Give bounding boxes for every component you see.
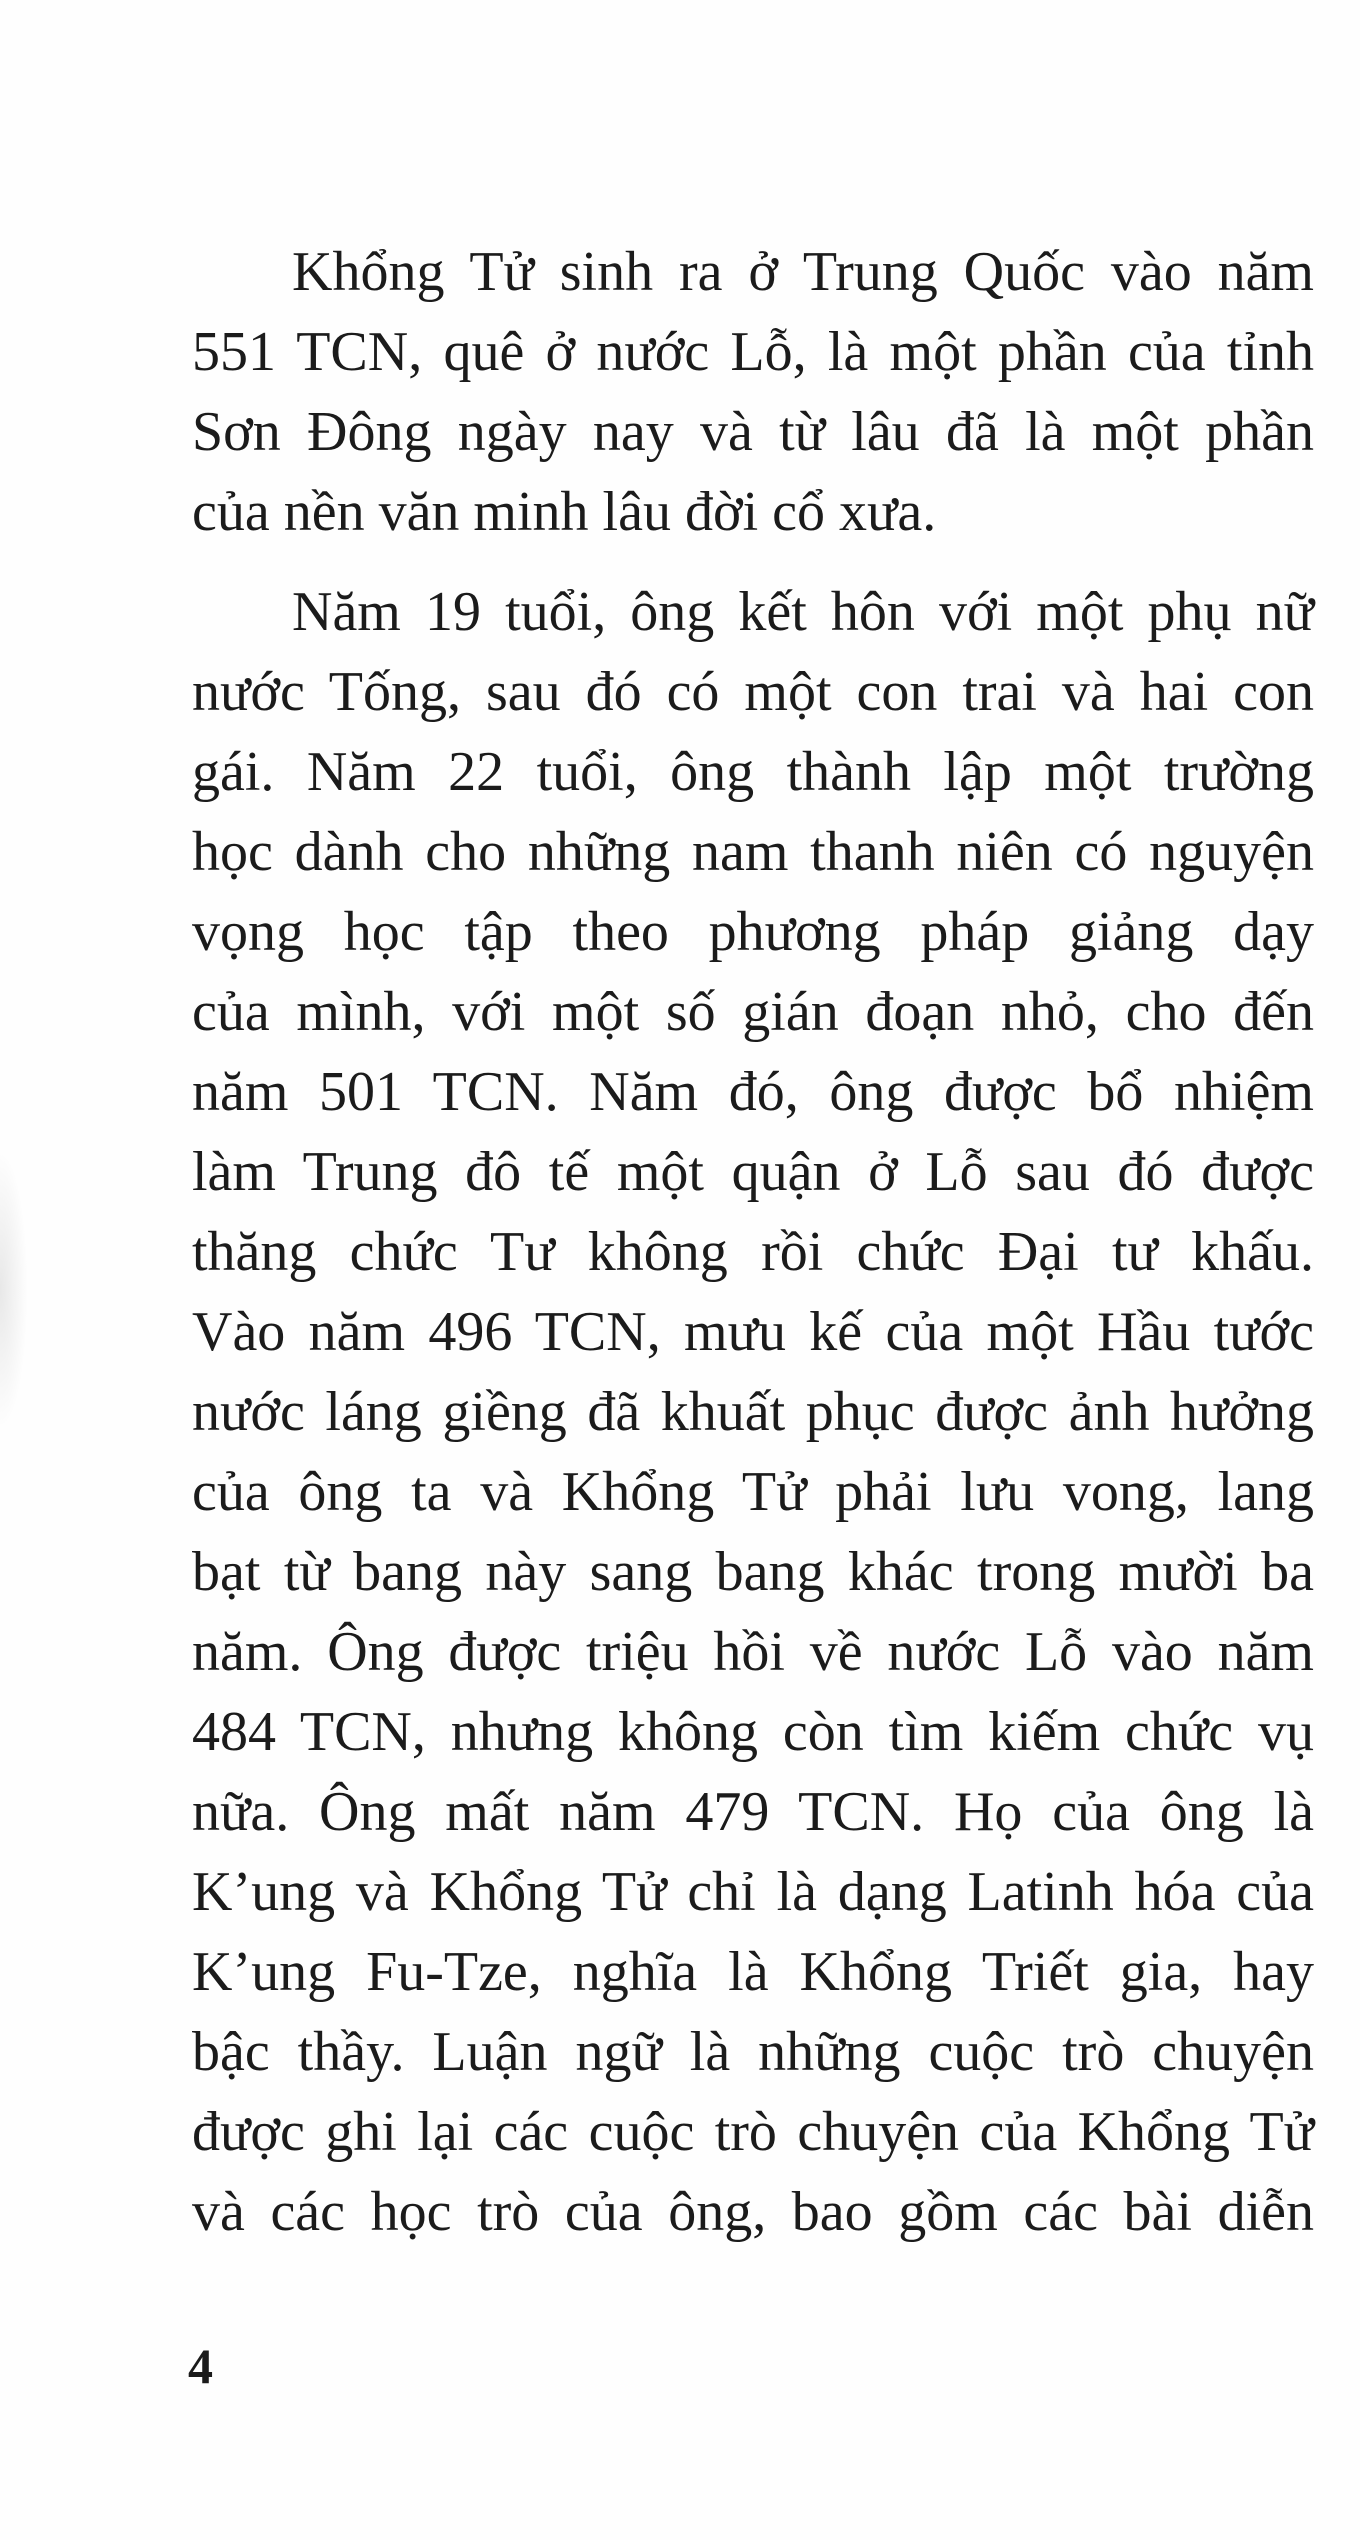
text-line: nữa. Ông mất năm 479 TCN. Họ của ông là <box>192 1781 1314 1843</box>
text-line: và các học trò của ông, bao gồm các bài diễn <box>192 2181 1314 2243</box>
text-line: năm. Ông được triệu hồi về nước Lỗ vào năm <box>192 1621 1314 1683</box>
text-line: Sơn Đông ngày nay và từ lâu đã là một phần <box>192 401 1314 463</box>
text-line: 484 TCN, nhưng không còn tìm kiếm chức vụ <box>192 1701 1314 1763</box>
text-line: K’ung Fu-Tze, nghĩa là Khổng Triết gia, hay <box>192 1941 1314 2003</box>
text-line: bậc thầy. Luận ngữ là những cuộc trò chuyện <box>192 2021 1314 2083</box>
text-line: thăng chức Tư không rồi chức Đại tư khấu. <box>192 1221 1314 1283</box>
text-line: của mình, với một số gián đoạn nhỏ, cho đến <box>192 981 1314 1043</box>
page-edge-shadow <box>0 1150 28 1430</box>
text-line: nước láng giềng đã khuất phục được ảnh hưởng <box>192 1381 1314 1443</box>
text-line: được ghi lại các cuộc trò chuyện của Khổng Tử <box>192 2101 1314 2163</box>
text-line: Năm 19 tuổi, ông kết hôn với một phụ nữ <box>292 581 1314 643</box>
text-line: gái. Năm 22 tuổi, ông thành lập một trường <box>192 741 1314 803</box>
body-text <box>192 232 1314 2252</box>
text-line: của nền văn minh lâu đời cổ xưa. <box>192 481 937 543</box>
text-line: năm 501 TCN. Năm đó, ông được bổ nhiệm <box>192 1061 1314 1123</box>
text-line: bạt từ bang này sang bang khác trong mười ba <box>192 1541 1314 1603</box>
page-number: 4 <box>188 2338 213 2394</box>
text-line: nước Tống, sau đó có một con trai và hai con <box>192 661 1314 723</box>
text-line: 551 TCN, quê ở nước Lỗ, là một phần của tỉnh <box>192 321 1314 383</box>
paragraph-2 <box>192 572 1314 2252</box>
text-line: học dành cho những nam thanh niên có nguyện <box>192 821 1314 883</box>
text-line: làm Trung đô tế một quận ở Lỗ sau đó được <box>192 1141 1314 1203</box>
text-line: của ông ta và Khổng Tử phải lưu vong, lang <box>192 1461 1314 1523</box>
paragraph-1 <box>192 232 1314 552</box>
text-line: K’ung và Khổng Tử chỉ là dạng Latinh hóa của <box>192 1861 1314 1923</box>
text-line: Vào năm 496 TCN, mưu kế của một Hầu tước <box>192 1301 1314 1363</box>
text-line: Khổng Tử sinh ra ở Trung Quốc vào năm <box>292 241 1314 303</box>
text-line: vọng học tập theo phương pháp giảng dạy <box>192 901 1314 963</box>
